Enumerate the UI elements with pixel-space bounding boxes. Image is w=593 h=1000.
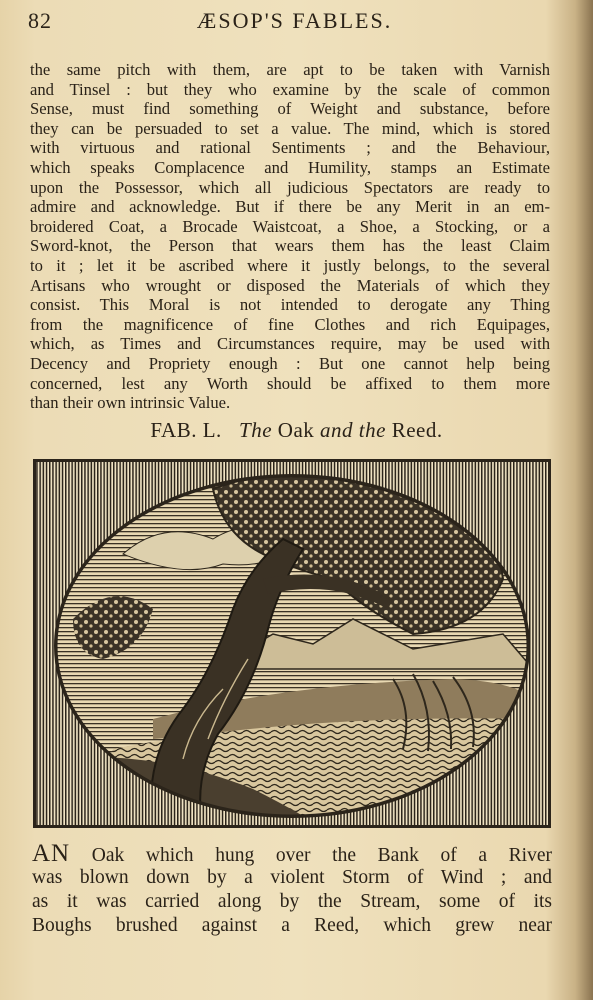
woodcut-illustration bbox=[33, 459, 551, 828]
text-line: which speaks Complacence and Humility, stamps an Estimate bbox=[30, 157, 550, 177]
fable-title-the: The bbox=[239, 418, 273, 442]
fable-paragraph bbox=[32, 842, 552, 938]
text-line: which, as Times and Circumstances require, may be used with bbox=[30, 334, 550, 354]
running-head: ÆSOP'S FABLES. bbox=[196, 8, 393, 33]
text-line: was blown down by a violent Storm of Wind ; and bbox=[32, 867, 552, 888]
page-number: 82 bbox=[28, 8, 52, 33]
text-line: broidered Coat, a Brocade Waistcoat, a Shoe, a Stocking, or a bbox=[30, 216, 550, 236]
text-line: Artisans who wrought or disposed the Materials of which they bbox=[30, 275, 550, 295]
text-line: upon the Possessor, which all judicious Spectators are ready to bbox=[30, 177, 550, 197]
fable-title-reed: Reed. bbox=[391, 418, 443, 442]
text-line: they can be persuaded to set a value. The mind, which is stored bbox=[30, 118, 550, 138]
moral-paragraph bbox=[30, 60, 550, 413]
text-line: as it was carried along by the Stream, some of its bbox=[32, 891, 552, 912]
text-line: than their own intrinsic Value. bbox=[30, 393, 231, 413]
fable-title-and-the: and the bbox=[320, 418, 386, 442]
text-line: and Tinsel : but they who examine by the scale of common bbox=[30, 79, 550, 99]
fable-number: FAB. L. bbox=[150, 418, 222, 442]
text-line: admire and acknowledge. But if there be any Merit in an em- bbox=[30, 197, 550, 217]
drop-cap: AN bbox=[32, 842, 71, 866]
text-line: to it ; let it be ascribed where it justly belongs, to the several bbox=[30, 255, 550, 275]
text-line: the same pitch with them, are apt to be taken with Varnish bbox=[30, 60, 550, 79]
fable-title-oak: Oak bbox=[277, 418, 315, 442]
text-line: from the magnificence of fine Clothes and rich Equipages, bbox=[30, 314, 550, 334]
text-line: with virtuous and rational Sentiments ; and the Behaviour, bbox=[30, 138, 550, 158]
text-line-rest: Oak which hung over the Bank of a River bbox=[91, 845, 552, 866]
text-line bbox=[32, 842, 552, 866]
page-header bbox=[28, 6, 561, 36]
text-line: consist. This Moral is not intended to derogate any Thing bbox=[30, 295, 550, 315]
text-line: Boughs brushed against a Reed, which grew near bbox=[32, 915, 552, 936]
text-line: Sword-knot, the Person that wears them has the least Claim bbox=[30, 236, 550, 256]
text-line: Decency and Propriety enough : But one cannot help being bbox=[30, 353, 550, 373]
text-line: Sense, must find something of Weight and substance, before bbox=[30, 99, 550, 119]
fable-heading bbox=[0, 418, 593, 443]
text-line: concerned, lest any Worth should be affixed to them more bbox=[30, 373, 550, 393]
